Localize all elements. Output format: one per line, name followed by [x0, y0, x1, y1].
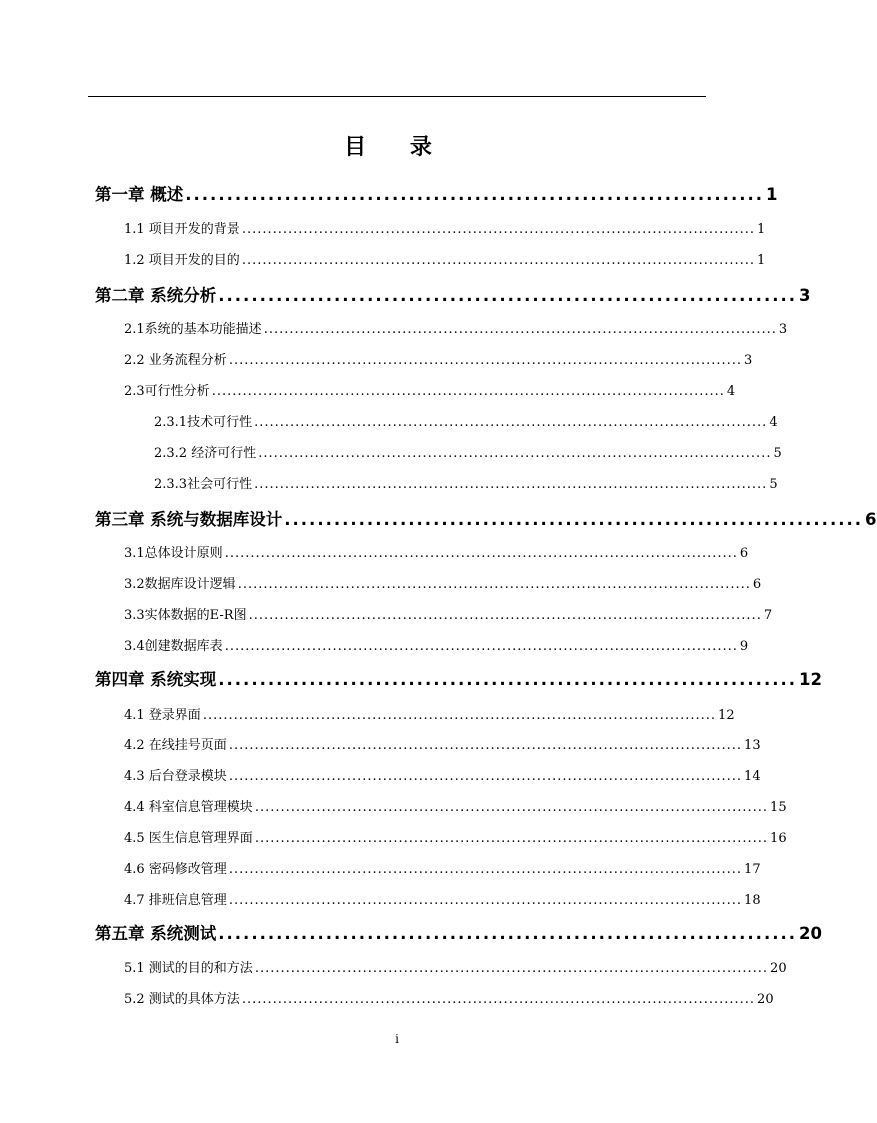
- toc-page: 4: [769, 415, 778, 430]
- toc-leader: ....................................................................................................: [241, 222, 756, 237]
- toc-page: 3: [778, 322, 788, 337]
- toc-section-2-1[interactable]: [124, 318, 788, 337]
- toc-leader: ....................................................................................................: [254, 800, 769, 815]
- toc-page: 6: [752, 577, 762, 592]
- toc-page: 9: [739, 639, 749, 654]
- toc-chapter-2[interactable]: [95, 282, 811, 306]
- toc-label: 第一章 概述: [95, 185, 184, 204]
- toc-section-1-1[interactable]: [124, 218, 766, 237]
- toc-label: 3.2数据库设计逻辑: [124, 577, 236, 592]
- toc-page: 16: [770, 831, 787, 846]
- toc-leader: ....................................................................................................: [241, 992, 756, 1007]
- toc-leader: ....................................................................................................: [241, 253, 756, 268]
- toc-label: 2.3可行性分析: [124, 384, 210, 399]
- toc-leader: ......................................................................: [284, 510, 864, 529]
- toc-label: 1.1 项目开发的背景: [124, 222, 240, 237]
- page-title: 目 录: [344, 135, 450, 160]
- toc-page: 5: [769, 477, 778, 492]
- toc-page: 20: [757, 992, 774, 1007]
- toc-label: 2.2 业务流程分析: [124, 353, 227, 368]
- toc-label: 2.1系统的基本功能描述: [124, 322, 262, 337]
- toc-section-2-2[interactable]: [124, 349, 753, 368]
- toc-label: 5.1 测试的目的和方法: [124, 961, 253, 976]
- toc-leader: ....................................................................................................: [228, 769, 743, 784]
- toc-page: 3: [744, 353, 753, 368]
- toc-leader: ....................................................................................................: [202, 708, 717, 723]
- toc-chapter-5[interactable]: [95, 920, 822, 944]
- toc-label: 4.5 医生信息管理界面: [124, 831, 253, 846]
- toc-leader: ....................................................................................................: [228, 353, 743, 368]
- toc-label: 第二章 系统分析: [95, 286, 217, 305]
- toc-label: 4.7 排班信息管理: [124, 893, 227, 908]
- toc-section-3-3[interactable]: [124, 604, 773, 623]
- toc-page: 20: [799, 924, 822, 943]
- toc-section-5-2[interactable]: [124, 988, 774, 1007]
- toc-leader: ....................................................................................................: [211, 384, 725, 399]
- toc-label: 第四章 系统实现: [95, 670, 217, 689]
- toc-leader: ....................................................................................................: [254, 415, 768, 430]
- toc-chapter-4[interactable]: [95, 666, 822, 690]
- toc-leader: ....................................................................................................: [228, 738, 743, 753]
- toc-page: 20: [770, 961, 787, 976]
- toc-page: 7: [763, 608, 773, 623]
- toc-label: 4.3 后台登录模块: [124, 769, 227, 784]
- toc-label: 5.2 测试的具体方法: [124, 992, 240, 1007]
- toc-subsection-2-3-1[interactable]: [154, 411, 778, 430]
- toc-page: 12: [718, 708, 735, 723]
- toc-label: 3.3实体数据的E-R图: [124, 608, 247, 623]
- toc-section-3-4[interactable]: [124, 635, 749, 654]
- toc-leader: ......................................................................: [218, 670, 798, 689]
- page-number: i: [395, 1032, 399, 1046]
- toc-leader: ......................................................................: [218, 924, 798, 943]
- toc-page: 3: [799, 286, 811, 305]
- toc-leader: ....................................................................................................: [254, 831, 769, 846]
- toc-leader: ....................................................................................................: [254, 477, 768, 492]
- toc-label: 1.2 项目开发的目的: [124, 253, 240, 268]
- toc-subsection-2-3-3[interactable]: [154, 473, 778, 492]
- toc-leader: ....................................................................................................: [237, 577, 751, 592]
- toc-section-4-5[interactable]: [124, 827, 787, 846]
- toc-leader: ....................................................................................................: [254, 961, 769, 976]
- toc-page: 17: [744, 862, 761, 877]
- toc-page: 4: [726, 384, 736, 399]
- toc-section-4-6[interactable]: [124, 858, 761, 877]
- toc-page: 15: [770, 800, 787, 815]
- toc-chapter-1[interactable]: [95, 181, 778, 205]
- toc-leader: ....................................................................................................: [248, 608, 762, 623]
- toc-page: 18: [744, 893, 761, 908]
- toc-page: 12: [799, 670, 822, 689]
- toc-section-4-2[interactable]: [124, 734, 761, 753]
- toc-section-4-1[interactable]: [124, 704, 735, 723]
- toc-label: 4.4 科室信息管理模块: [124, 800, 253, 815]
- toc-section-3-1[interactable]: [124, 542, 749, 561]
- toc-leader: ....................................................................................................: [224, 639, 738, 654]
- toc-leader: ....................................................................................................: [258, 446, 772, 461]
- toc-section-3-2[interactable]: [124, 573, 762, 592]
- toc-page: 6: [865, 510, 877, 529]
- toc-leader: ....................................................................................................: [228, 893, 743, 908]
- toc-label: 3.4创建数据库表: [124, 639, 223, 654]
- toc-section-4-4[interactable]: [124, 796, 787, 815]
- toc-label: 2.3.1技术可行性: [154, 415, 253, 430]
- toc-page: 1: [757, 222, 766, 237]
- toc-section-4-3[interactable]: [124, 765, 761, 784]
- toc-leader: ....................................................................................................: [224, 546, 738, 561]
- toc-label: 2.3.3社会可行性: [154, 477, 253, 492]
- toc-subsection-2-3-2[interactable]: [154, 442, 782, 461]
- toc-label: 4.6 密码修改管理: [124, 862, 227, 877]
- toc-section-1-2[interactable]: [124, 249, 766, 268]
- toc-page: 6: [739, 546, 749, 561]
- toc-page: 1: [757, 253, 766, 268]
- toc-page: 5: [773, 446, 782, 461]
- toc-label: 4.1 登录界面: [124, 708, 201, 723]
- toc-label: 4.2 在线挂号页面: [124, 738, 227, 753]
- toc-page: 1: [766, 185, 778, 204]
- toc-leader: ....................................................................................................: [263, 322, 777, 337]
- toc-section-5-1[interactable]: [124, 957, 787, 976]
- toc-leader: ......................................................................: [185, 185, 765, 204]
- toc-label: 第三章 系统与数据库设计: [95, 510, 283, 529]
- toc-label: 第五章 系统测试: [95, 924, 217, 943]
- toc-leader: ......................................................................: [218, 286, 798, 305]
- toc-page: 14: [744, 769, 761, 784]
- toc-label: 3.1总体设计原则: [124, 546, 223, 561]
- toc-section-2-3[interactable]: [124, 380, 736, 399]
- toc-leader: ....................................................................................................: [228, 862, 743, 877]
- toc-label: 2.3.2 经济可行性: [154, 446, 257, 461]
- toc-chapter-3[interactable]: [95, 506, 877, 530]
- toc-section-4-7[interactable]: [124, 889, 761, 908]
- toc-page: 13: [744, 738, 761, 753]
